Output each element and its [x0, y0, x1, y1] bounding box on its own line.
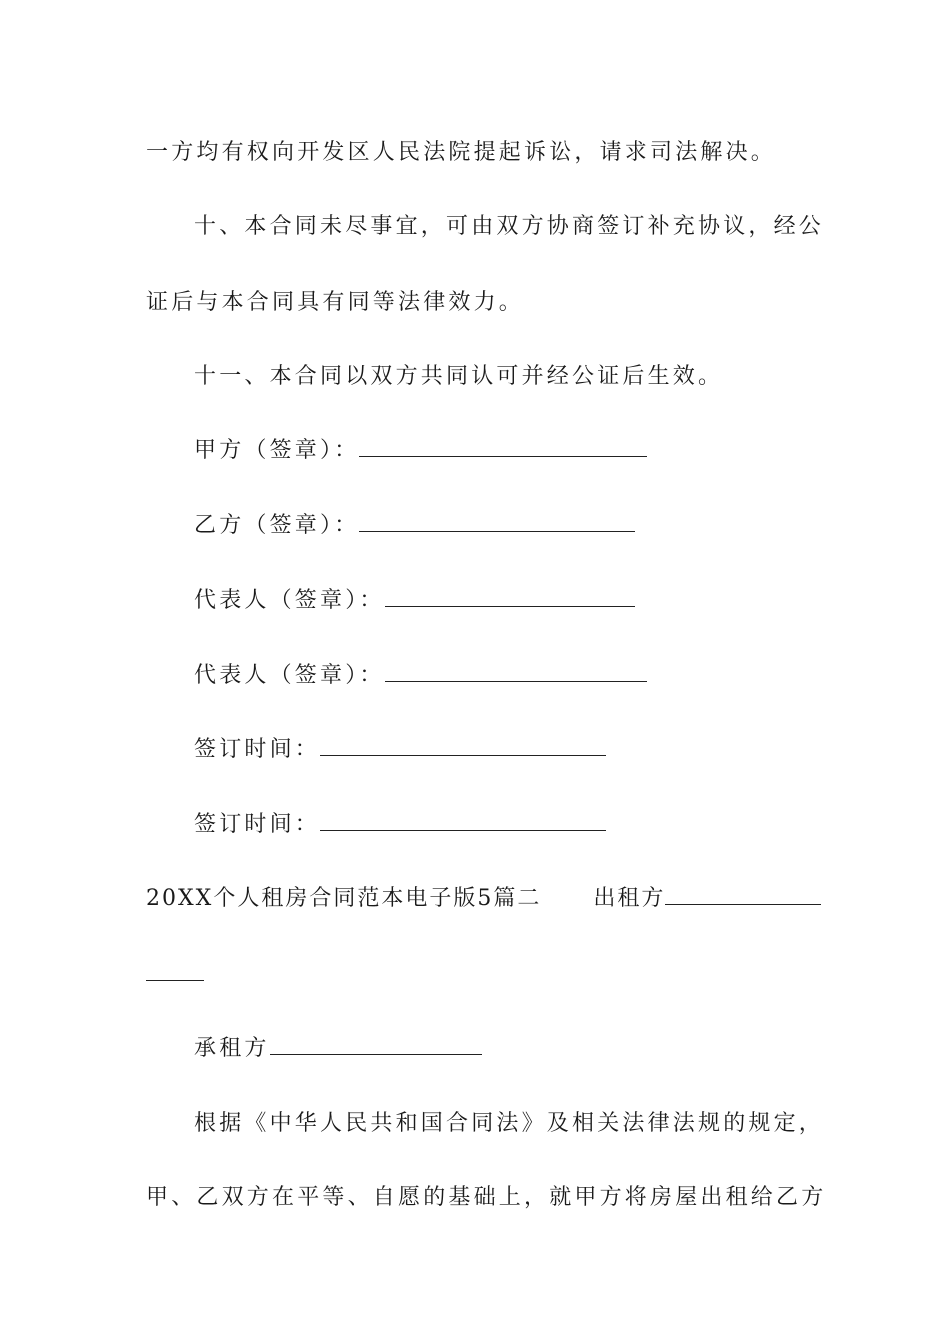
representative-1-signature — [194, 586, 635, 616]
party-a-signature-label: 甲方（签章）： — [194, 438, 360, 463]
clause-ten-line-1: 十、本合同未尽事宜，可由双方协商签订补充协议，经公 — [194, 214, 825, 239]
lessor-blank-tail — [146, 960, 204, 981]
party-b-signature — [194, 511, 635, 541]
representative-2-blank — [385, 661, 647, 682]
section-two-heading: 20XX个人租房合同范本电子版5篇二 — [146, 886, 542, 911]
lessor-blank — [665, 884, 821, 905]
signing-date-2-blank — [320, 810, 606, 831]
representative-2-label: 代表人（签章）： — [194, 663, 385, 688]
clause-ten-line-2: 证后与本合同具有同等法律效力。 — [146, 290, 525, 315]
signing-date-1-blank — [320, 735, 606, 756]
lessor-label: 出租方 — [593, 886, 666, 911]
representative-2-signature — [194, 661, 647, 691]
dispute-clause-tail: 一方均有权向开发区人民法院提起诉讼，请求司法解决。 — [146, 140, 777, 165]
preamble-line-2: 甲、乙双方在平等、自愿的基础上，就甲方将房屋出租给乙方 — [146, 1185, 827, 1210]
signing-date-1-label: 签订时间： — [194, 737, 321, 762]
party-b-signature-label: 乙方（签章）： — [194, 513, 360, 538]
signing-date-2-label: 签订时间： — [194, 812, 321, 837]
lessor-blank-continuation — [146, 960, 204, 990]
lessee-line — [194, 1034, 482, 1064]
party-a-signature-blank — [359, 436, 647, 457]
party-a-signature — [194, 436, 647, 466]
signing-date-1 — [194, 735, 606, 765]
section-two-heading-line — [146, 884, 821, 914]
clause-eleven: 十一、本合同以双方共同认可并经公证后生效。 — [194, 364, 724, 389]
party-b-signature-blank — [359, 511, 635, 532]
signing-date-2 — [194, 810, 606, 840]
lessee-blank — [270, 1034, 482, 1055]
representative-1-label: 代表人（签章）： — [194, 588, 385, 613]
representative-1-blank — [385, 586, 635, 607]
preamble-line-1: 根据《中华人民共和国合同法》及相关法律法规的规定， — [194, 1111, 825, 1136]
lessee-label: 承租方 — [194, 1036, 270, 1061]
